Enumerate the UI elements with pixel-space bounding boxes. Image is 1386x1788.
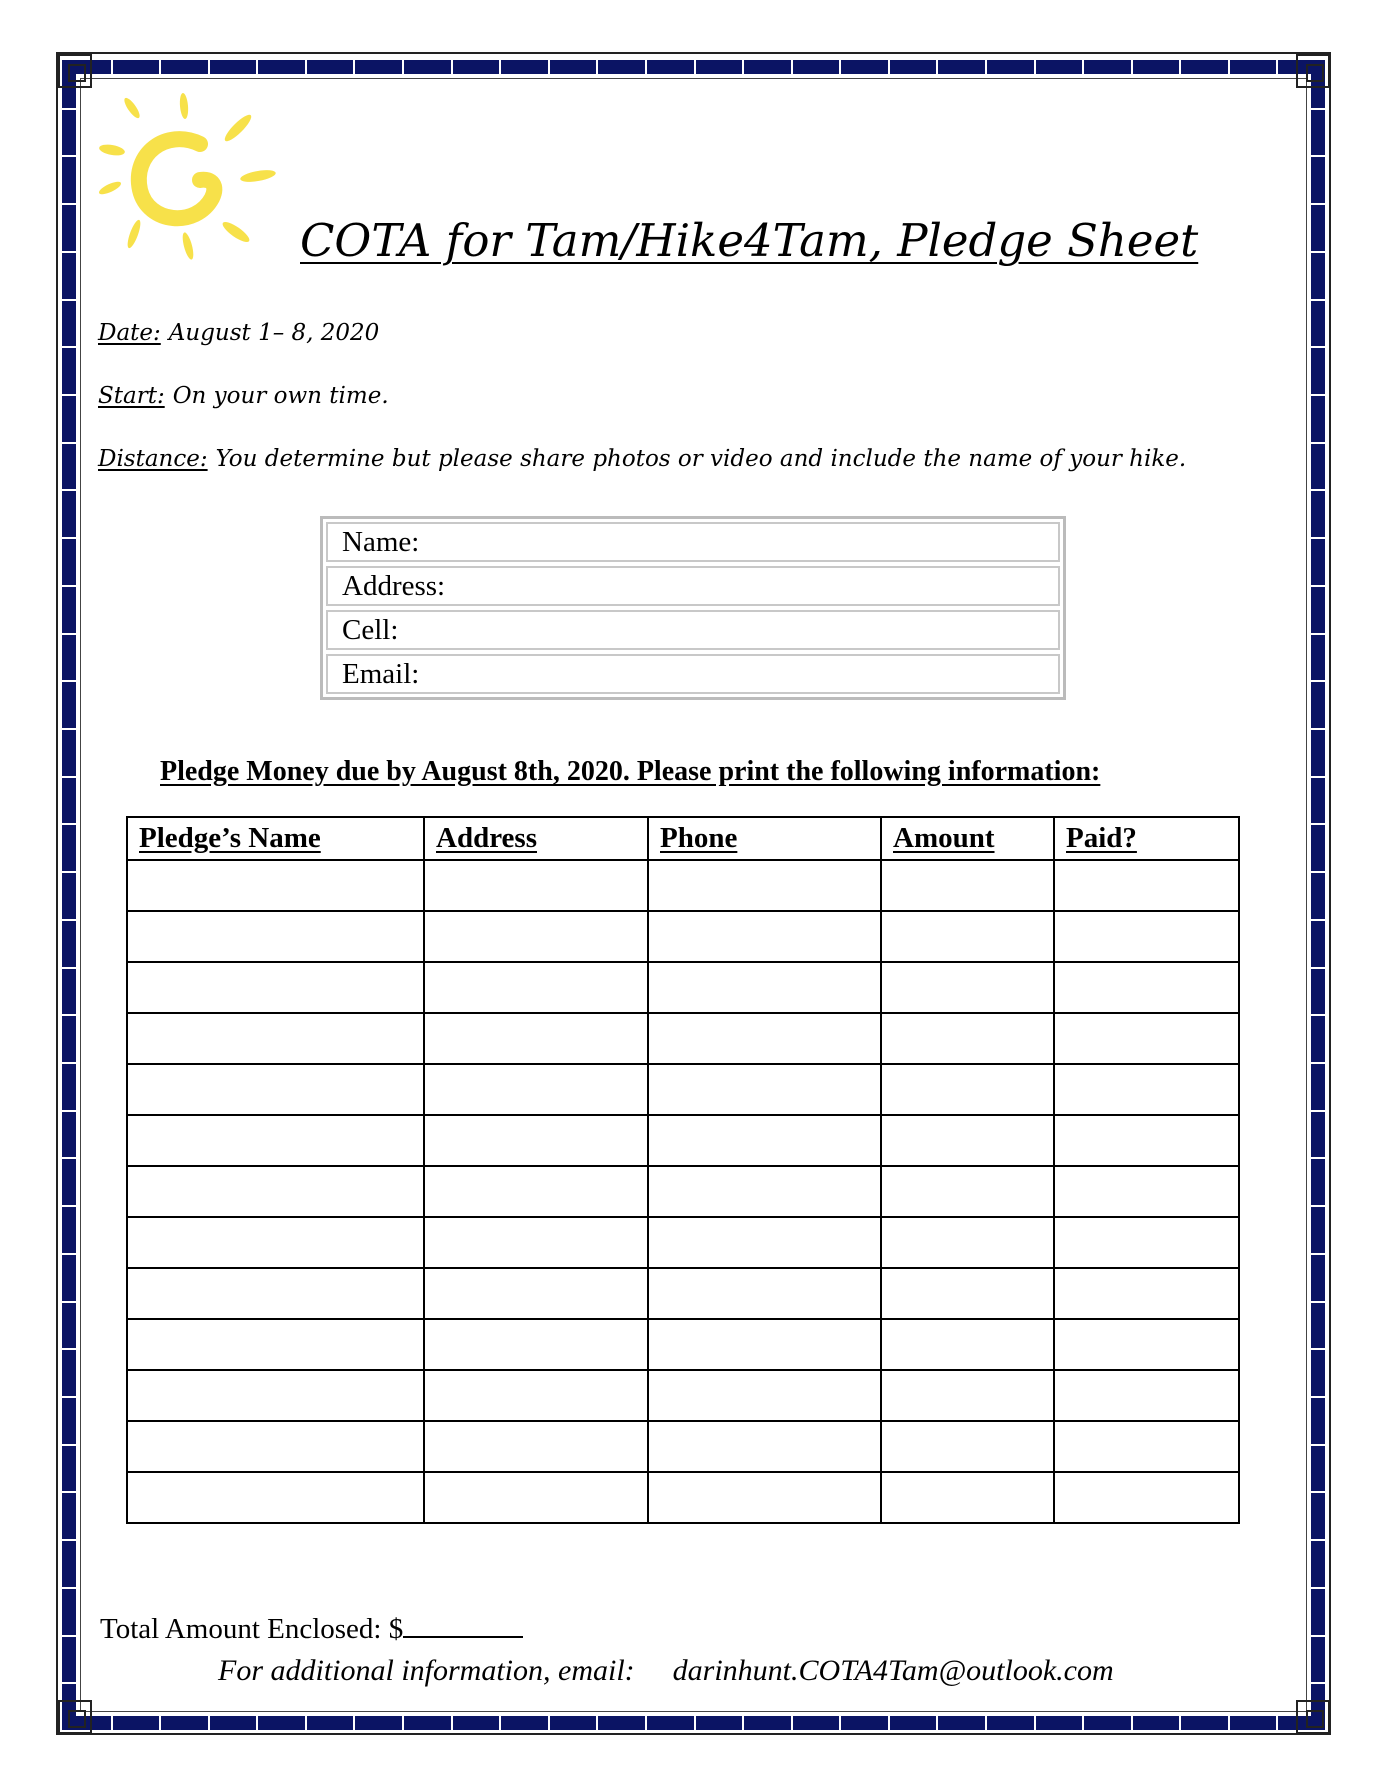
border-tick bbox=[402, 1716, 404, 1730]
border-tick bbox=[985, 60, 987, 74]
border-tick bbox=[305, 1716, 307, 1730]
table-cell[interactable] bbox=[424, 1268, 648, 1319]
border-corner-bottom-left bbox=[58, 1700, 92, 1734]
border-tick bbox=[305, 60, 307, 74]
border-tick bbox=[62, 776, 76, 778]
table-cell[interactable] bbox=[648, 1421, 881, 1472]
border-tick bbox=[596, 60, 598, 74]
border-tick bbox=[111, 1716, 113, 1730]
table-cell[interactable] bbox=[127, 1268, 424, 1319]
border-tick bbox=[62, 1062, 76, 1064]
border-tick bbox=[1311, 776, 1325, 778]
table-cell[interactable] bbox=[424, 1166, 648, 1217]
table-cell[interactable] bbox=[1054, 962, 1239, 1013]
border-tick bbox=[1311, 1682, 1325, 1684]
border-tick bbox=[1311, 728, 1325, 730]
distance-label: Distance: bbox=[98, 446, 208, 472]
column-header-paid: Paid? bbox=[1054, 817, 1239, 860]
border-tick bbox=[645, 60, 647, 74]
contact-email[interactable]: darinhunt.COTA4Tam@outlook.com bbox=[672, 1654, 1114, 1687]
border-tick bbox=[1311, 346, 1325, 348]
table-cell[interactable] bbox=[1054, 1217, 1239, 1268]
border-tick bbox=[888, 60, 890, 74]
border-tick bbox=[1311, 1110, 1325, 1112]
total-amount-label: Total Amount Enclosed: $ bbox=[100, 1613, 404, 1645]
table-cell[interactable] bbox=[127, 1217, 424, 1268]
border-tick bbox=[1311, 1491, 1325, 1493]
border-tick bbox=[62, 1491, 76, 1493]
table-cell[interactable] bbox=[127, 860, 424, 911]
pledge-table-body bbox=[127, 860, 1239, 1523]
additional-info-line bbox=[218, 1654, 1114, 1688]
border-tick bbox=[1311, 1205, 1325, 1207]
table-cell[interactable] bbox=[424, 1319, 648, 1370]
table-cell[interactable] bbox=[424, 911, 648, 962]
table-cell[interactable] bbox=[424, 1115, 648, 1166]
border-tick bbox=[1311, 108, 1325, 110]
border-tick bbox=[742, 1716, 744, 1730]
table-cell[interactable] bbox=[648, 1166, 881, 1217]
table-cell[interactable] bbox=[424, 1064, 648, 1115]
address-field[interactable]: Address: bbox=[326, 566, 1060, 606]
border-tick bbox=[1311, 1635, 1325, 1637]
start-line bbox=[98, 383, 389, 409]
table-cell[interactable] bbox=[881, 1472, 1054, 1523]
border-tick bbox=[694, 60, 696, 74]
border-tick bbox=[936, 60, 938, 74]
border-tick bbox=[62, 442, 76, 444]
border-tick bbox=[1311, 203, 1325, 205]
table-cell[interactable] bbox=[1054, 860, 1239, 911]
table-cell[interactable] bbox=[648, 962, 881, 1013]
border-tick bbox=[62, 1587, 76, 1589]
border-tick bbox=[1311, 1062, 1325, 1064]
border-tick bbox=[694, 1716, 696, 1730]
table-header-row bbox=[127, 817, 1239, 860]
table-cell[interactable] bbox=[424, 1472, 648, 1523]
border-tick bbox=[62, 633, 76, 635]
border-tick bbox=[839, 60, 841, 74]
border-tick bbox=[1311, 1539, 1325, 1541]
table-row bbox=[127, 1370, 1239, 1421]
border-tick bbox=[985, 1716, 987, 1730]
page-border-bottom bbox=[62, 1716, 1325, 1730]
border-tick bbox=[451, 60, 453, 74]
border-tick bbox=[1311, 1348, 1325, 1350]
border-tick bbox=[62, 585, 76, 587]
border-tick bbox=[62, 203, 76, 205]
table-cell[interactable] bbox=[648, 860, 881, 911]
border-tick bbox=[62, 537, 76, 539]
border-tick bbox=[1311, 537, 1325, 539]
table-row bbox=[127, 1166, 1239, 1217]
date-value: August 1– 8, 2020 bbox=[168, 320, 380, 346]
column-header-amount: Amount bbox=[881, 817, 1054, 860]
table-row bbox=[127, 1268, 1239, 1319]
border-tick bbox=[1034, 1716, 1036, 1730]
column-header-phone: Phone bbox=[648, 817, 881, 860]
border-tick bbox=[1311, 823, 1325, 825]
border-tick bbox=[1228, 60, 1230, 74]
table-cell[interactable] bbox=[1054, 1013, 1239, 1064]
table-cell[interactable] bbox=[648, 1268, 881, 1319]
distance-value: You determine but please share photos or video and include the name of your hike. bbox=[215, 446, 1187, 472]
border-tick bbox=[1311, 1253, 1325, 1255]
date-line bbox=[98, 320, 379, 346]
border-tick bbox=[159, 60, 161, 74]
border-tick bbox=[62, 1110, 76, 1112]
table-cell[interactable] bbox=[127, 1370, 424, 1421]
table-cell[interactable] bbox=[424, 860, 648, 911]
border-tick bbox=[1179, 1716, 1181, 1730]
table-cell[interactable] bbox=[881, 962, 1054, 1013]
table-cell[interactable] bbox=[127, 1319, 424, 1370]
border-corner-top-right bbox=[1296, 54, 1330, 88]
border-tick bbox=[1311, 394, 1325, 396]
table-row bbox=[127, 1472, 1239, 1523]
table-cell[interactable] bbox=[1054, 1115, 1239, 1166]
table-cell[interactable] bbox=[648, 1013, 881, 1064]
border-tick bbox=[62, 1253, 76, 1255]
border-tick bbox=[62, 108, 76, 110]
border-tick bbox=[1311, 871, 1325, 873]
page-border-left bbox=[62, 60, 76, 1730]
border-tick bbox=[499, 1716, 501, 1730]
pledge-instruction: Pledge Money due by August 8th, 2020. Please print the following information: bbox=[160, 756, 1101, 787]
name-field[interactable]: Name: bbox=[326, 522, 1060, 562]
table-cell[interactable] bbox=[648, 1217, 881, 1268]
border-tick bbox=[1311, 1014, 1325, 1016]
border-tick bbox=[936, 1716, 938, 1730]
table-row bbox=[127, 1064, 1239, 1115]
border-tick bbox=[62, 1348, 76, 1350]
table-row bbox=[127, 1217, 1239, 1268]
border-tick bbox=[111, 60, 113, 74]
border-tick bbox=[256, 60, 258, 74]
page-border-top bbox=[62, 60, 1325, 74]
border-tick bbox=[208, 60, 210, 74]
border-tick bbox=[208, 1716, 210, 1730]
border-tick bbox=[62, 1157, 76, 1159]
border-tick bbox=[1131, 60, 1133, 74]
page-title: COTA for Tam/Hike4Tam, Pledge Sheet bbox=[300, 214, 1199, 267]
border-tick bbox=[62, 155, 76, 157]
table-cell[interactable] bbox=[881, 1166, 1054, 1217]
border-tick bbox=[1276, 60, 1278, 74]
border-corner-bottom-right bbox=[1296, 1700, 1330, 1734]
distance-line bbox=[98, 446, 1186, 472]
additional-info-text: For additional information, email: bbox=[218, 1654, 635, 1687]
border-tick bbox=[791, 1716, 793, 1730]
table-row bbox=[127, 1319, 1239, 1370]
border-tick bbox=[1311, 919, 1325, 921]
page-border-right bbox=[1311, 60, 1325, 1730]
border-tick bbox=[1131, 1716, 1133, 1730]
border-tick bbox=[1311, 489, 1325, 491]
table-cell[interactable] bbox=[127, 1013, 424, 1064]
total-amount-blank[interactable] bbox=[403, 1612, 523, 1638]
table-cell[interactable] bbox=[881, 1217, 1054, 1268]
border-tick bbox=[1311, 155, 1325, 157]
border-tick bbox=[353, 1716, 355, 1730]
total-amount-line bbox=[100, 1612, 523, 1646]
table-cell[interactable] bbox=[1054, 911, 1239, 962]
table-cell[interactable] bbox=[424, 1421, 648, 1472]
table-cell[interactable] bbox=[424, 1013, 648, 1064]
table-cell[interactable] bbox=[648, 1319, 881, 1370]
border-tick bbox=[596, 1716, 598, 1730]
table-cell[interactable] bbox=[1054, 1370, 1239, 1421]
border-tick bbox=[62, 1682, 76, 1684]
table-cell[interactable] bbox=[424, 1370, 648, 1421]
table-cell[interactable] bbox=[127, 1421, 424, 1472]
border-tick bbox=[62, 394, 76, 396]
table-cell[interactable] bbox=[127, 1166, 424, 1217]
table-cell[interactable] bbox=[881, 911, 1054, 962]
table-cell[interactable] bbox=[127, 962, 424, 1013]
table-cell[interactable] bbox=[127, 911, 424, 962]
table-row bbox=[127, 1013, 1239, 1064]
date-label: Date: bbox=[98, 320, 161, 346]
border-tick bbox=[1311, 1444, 1325, 1446]
border-tick bbox=[548, 1716, 550, 1730]
border-tick bbox=[62, 680, 76, 682]
border-tick bbox=[62, 251, 76, 253]
start-label: Start: bbox=[98, 383, 165, 409]
border-tick bbox=[1276, 1716, 1278, 1730]
table-cell[interactable] bbox=[881, 1115, 1054, 1166]
table-cell[interactable] bbox=[881, 1421, 1054, 1472]
cell-field[interactable]: Cell: bbox=[326, 610, 1060, 650]
table-cell[interactable] bbox=[881, 1268, 1054, 1319]
border-tick bbox=[62, 489, 76, 491]
border-tick bbox=[62, 346, 76, 348]
table-cell[interactable] bbox=[1054, 1319, 1239, 1370]
table-row bbox=[127, 1115, 1239, 1166]
email-field[interactable]: Email: bbox=[326, 654, 1060, 694]
border-tick bbox=[1311, 633, 1325, 635]
border-tick bbox=[62, 823, 76, 825]
border-tick bbox=[62, 1014, 76, 1016]
column-header-address: Address bbox=[424, 817, 648, 860]
border-tick bbox=[1311, 1157, 1325, 1159]
border-tick bbox=[1082, 60, 1084, 74]
border-tick bbox=[402, 60, 404, 74]
table-cell[interactable] bbox=[881, 1319, 1054, 1370]
border-tick bbox=[62, 871, 76, 873]
border-tick bbox=[888, 1716, 890, 1730]
border-tick bbox=[645, 1716, 647, 1730]
border-tick bbox=[742, 60, 744, 74]
table-cell[interactable] bbox=[881, 1064, 1054, 1115]
border-tick bbox=[1179, 60, 1181, 74]
border-tick bbox=[159, 1716, 161, 1730]
border-tick bbox=[1311, 299, 1325, 301]
border-tick bbox=[1311, 585, 1325, 587]
border-tick bbox=[1311, 251, 1325, 253]
border-tick bbox=[1311, 1396, 1325, 1398]
border-tick bbox=[451, 1716, 453, 1730]
border-tick bbox=[1311, 442, 1325, 444]
column-header-pledge-name: Pledge’s Name bbox=[127, 817, 424, 860]
contact-info-box bbox=[320, 516, 1066, 700]
border-tick bbox=[62, 1301, 76, 1303]
border-tick bbox=[62, 1396, 76, 1398]
table-row bbox=[127, 1421, 1239, 1472]
table-cell[interactable] bbox=[424, 962, 648, 1013]
table-cell[interactable] bbox=[881, 860, 1054, 911]
table-cell[interactable] bbox=[1054, 1166, 1239, 1217]
table-cell[interactable] bbox=[648, 911, 881, 962]
border-tick bbox=[1311, 1587, 1325, 1589]
border-tick bbox=[791, 60, 793, 74]
table-cell[interactable] bbox=[1054, 1472, 1239, 1523]
table-cell[interactable] bbox=[1054, 1421, 1239, 1472]
table-row bbox=[127, 911, 1239, 962]
border-tick bbox=[353, 60, 355, 74]
border-tick bbox=[1311, 680, 1325, 682]
table-cell[interactable] bbox=[881, 1370, 1054, 1421]
border-tick bbox=[1082, 1716, 1084, 1730]
border-tick bbox=[1034, 60, 1036, 74]
border-corner-top-left bbox=[58, 54, 92, 88]
border-tick bbox=[62, 967, 76, 969]
border-tick bbox=[1311, 1301, 1325, 1303]
sun-icon bbox=[96, 88, 276, 268]
border-tick bbox=[62, 299, 76, 301]
table-cell[interactable] bbox=[424, 1217, 648, 1268]
border-tick bbox=[548, 60, 550, 74]
border-tick bbox=[62, 919, 76, 921]
table-cell[interactable] bbox=[648, 1472, 881, 1523]
border-tick bbox=[62, 1635, 76, 1637]
border-tick bbox=[256, 1716, 258, 1730]
start-value: On your own time. bbox=[172, 383, 389, 409]
border-tick bbox=[839, 1716, 841, 1730]
table-row bbox=[127, 962, 1239, 1013]
table-cell[interactable] bbox=[1054, 1064, 1239, 1115]
table-cell[interactable] bbox=[127, 1064, 424, 1115]
border-tick bbox=[499, 60, 501, 74]
pledge-table bbox=[126, 816, 1240, 1524]
border-tick bbox=[1228, 1716, 1230, 1730]
border-tick bbox=[62, 1444, 76, 1446]
table-cell[interactable] bbox=[127, 1115, 424, 1166]
table-cell[interactable] bbox=[127, 1472, 424, 1523]
table-cell[interactable] bbox=[648, 1115, 881, 1166]
table-cell[interactable] bbox=[648, 1370, 881, 1421]
border-tick bbox=[62, 728, 76, 730]
border-tick bbox=[62, 1539, 76, 1541]
table-cell[interactable] bbox=[881, 1013, 1054, 1064]
table-row bbox=[127, 860, 1239, 911]
border-tick bbox=[1311, 967, 1325, 969]
table-cell[interactable] bbox=[648, 1064, 881, 1115]
border-tick bbox=[62, 1205, 76, 1207]
table-cell[interactable] bbox=[1054, 1268, 1239, 1319]
